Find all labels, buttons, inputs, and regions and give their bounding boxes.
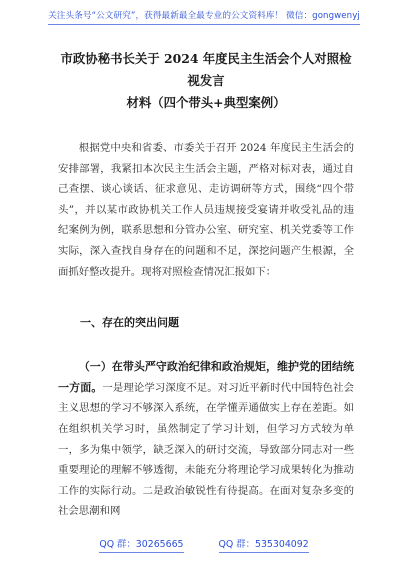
intro-paragraph: 根据党中央和省委、市委关于召开 2024 年度民主生活会的安排部署，我紧扣本次民主生活会主题，严格对标对表，通过自己查摆、谈心谈话、征求意见、走访调研等方式，围绕“四个带头”，并以某市政协机关工作人员违规接受宴请并收受礼品的违纪案例为例，联系思想和分管办公室、研究室、机关党委等工作实际，深入查找自身存在的问题和不足，深挖问题产生根源，全面抓好整改提升。现将对照检查情况汇报如下： [58,142,354,278]
banner-link[interactable]: 关注头条号“公文研究”，获得最新最全最专业的公文资料库！ 微信：gongwenyj [48,9,360,25]
footer-qq-group-2[interactable]: QQ 群：535304092 [219,536,309,553]
document-body [58,48,354,522]
top-banner [0,0,408,40]
section-heading: 一、存在的突出问题 [80,316,179,330]
document-title [58,48,354,114]
subsection-paragraph [58,357,354,522]
subsection-body: 一是理论学习深度不足。对习近平新时代中国特色社会主义思想的学习不够深入系统，在学懂弄通做实上存在差距。如在组织机关学习时，虽然制定了学习计划，但学习方式较为单一，多为集中领学，缺乏深入的研讨交流，导致部分同志对一些重要理论的理解不够透彻，未能充分将理论学习成果转化为推动工作的实际行动。二是政治敏锐性有待提高。在面对复杂多变的社会思潮和网 [58,381,354,518]
footer-qq-group-1[interactable]: QQ 群：30265665 [99,536,183,553]
subsection-lead: （一）在带头严守政治纪律和政治规矩，维护党的团结统一方面。 [58,360,354,394]
footer [0,536,408,553]
title-line-1: 市政协秘书长关于 2024 年度民主生活会个人对照检视发言 [60,51,352,88]
title-line-2: 材料（四个带头+典型案例） [126,95,286,110]
